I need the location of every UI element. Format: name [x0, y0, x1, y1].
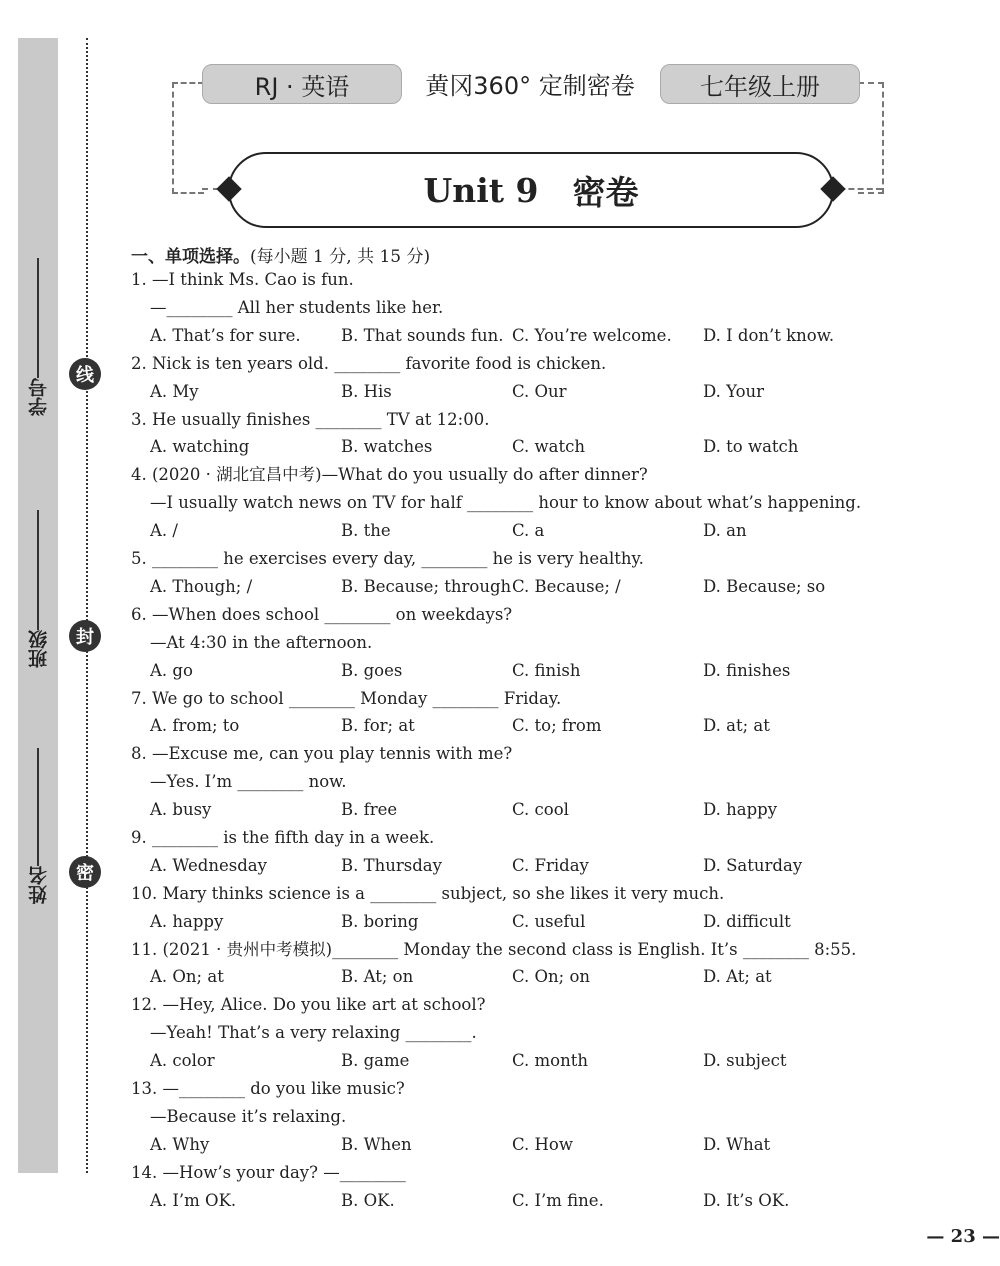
unit-banner — [228, 152, 834, 228]
student-id-label: 学号 — [27, 378, 50, 416]
question-item — [131, 824, 911, 880]
section-title: 一、单项选择。 — [131, 247, 250, 267]
option-d[interactable]: D. What — [703, 1134, 771, 1154]
question-item — [131, 880, 911, 936]
question-item — [131, 685, 911, 741]
option-a[interactable]: A. Why — [150, 1134, 210, 1154]
option-b[interactable]: B. His — [341, 381, 392, 401]
option-d[interactable]: D. Saturday — [703, 855, 803, 875]
question-stem: 1. —I think Ms. Cao is fun. — [131, 270, 354, 289]
option-a[interactable]: A. My — [150, 381, 199, 401]
option-a[interactable]: A. from; to — [150, 716, 240, 736]
question-line: —________ All her students like her. — [150, 297, 444, 317]
header-bracket-left — [172, 82, 204, 194]
subject-pill: RJ · 英语 — [202, 64, 402, 104]
question-options — [131, 378, 911, 406]
option-b[interactable]: B. That sounds fun. — [341, 325, 504, 345]
question-stem: 13. —________ do you like music? — [131, 1079, 405, 1099]
option-c[interactable]: C. Friday — [512, 855, 589, 875]
question-options — [131, 322, 911, 350]
option-d[interactable]: D. It’s OK. — [703, 1190, 790, 1210]
option-b[interactable]: B. for; at — [341, 716, 415, 736]
question-line: —Yeah! That’s a very relaxing ________. — [150, 1023, 477, 1043]
question-line: —At 4:30 in the afternoon. — [150, 632, 373, 652]
option-a[interactable]: A. I’m OK. — [150, 1190, 237, 1210]
option-c[interactable]: C. useful — [512, 911, 586, 931]
question-stem: 12. —Hey, Alice. Do you like art at school? — [131, 995, 486, 1015]
option-c[interactable]: C. I’m fine. — [512, 1190, 604, 1210]
question-options — [131, 1047, 911, 1075]
option-c[interactable]: C. Our — [512, 381, 567, 401]
option-d[interactable]: D. Because; so — [703, 576, 826, 596]
option-a[interactable]: A. color — [150, 1051, 215, 1071]
option-b[interactable]: B. boring — [341, 911, 419, 931]
question-item — [131, 461, 911, 545]
question-stem: 10. Mary thinks science is a ________ subject, so she likes it very much. — [131, 883, 725, 903]
option-c[interactable]: C. watch — [512, 437, 585, 457]
question-options — [131, 657, 911, 685]
question-item — [131, 350, 911, 406]
option-c[interactable]: C. finish — [512, 660, 581, 680]
option-c[interactable]: C. to; from — [512, 716, 602, 736]
question-stem: 4. (2020 · 湖北宜昌中考)—What do you usually do after dinner? — [131, 465, 648, 485]
option-a[interactable]: A. Though; / — [150, 576, 253, 596]
binding-dotted-line — [86, 38, 88, 1173]
unit-subtitle: 密卷 — [572, 172, 639, 212]
question-stem: 8. —Excuse me, can you play tennis with me? — [131, 744, 513, 764]
option-a[interactable]: A. happy — [150, 911, 224, 931]
question-stem: 7. We go to school ________ Monday ________ Friday. — [131, 688, 562, 708]
question-line: —I usually watch news on TV for half ________ hour to know about what’s happening. — [150, 493, 862, 513]
section-note: (每小题 1 分, 共 15 分) — [250, 247, 431, 267]
question-options — [131, 712, 911, 740]
question-options — [131, 796, 911, 824]
class-label: 班级 — [27, 630, 50, 668]
option-c[interactable]: C. On; on — [512, 967, 591, 987]
option-d[interactable]: D. an — [703, 521, 747, 541]
option-b[interactable]: B. When — [341, 1134, 412, 1154]
section-heading — [131, 242, 430, 267]
student-id-field — [22, 258, 54, 420]
option-a[interactable]: A. That’s for sure. — [150, 325, 301, 345]
question-item — [131, 1075, 911, 1159]
seal-seal: 封 — [69, 620, 101, 652]
question-options — [131, 852, 911, 880]
option-d[interactable]: D. finishes — [703, 660, 791, 680]
option-c[interactable]: C. a — [512, 521, 545, 541]
question-line: —Yes. I’m ________ now. — [150, 772, 347, 792]
question-stem: 11. (2021 · 贵州中考模拟)________ Monday the second class is English. It’s ________ 8:55. — [131, 939, 857, 959]
question-item — [131, 601, 911, 685]
series-title: 黄冈360° 定制密卷 — [425, 71, 635, 100]
question-options — [131, 908, 911, 936]
option-a[interactable]: A. go — [150, 660, 193, 680]
option-d[interactable]: D. subject — [703, 1051, 787, 1071]
option-b[interactable]: B. Because; through — [341, 576, 512, 596]
header-bracket-right — [858, 82, 884, 194]
question-item — [131, 1159, 911, 1215]
question-options — [131, 1131, 911, 1159]
option-c[interactable]: C. How — [512, 1134, 573, 1154]
option-d[interactable]: D. difficult — [703, 911, 791, 931]
option-d[interactable]: D. at; at — [703, 716, 770, 736]
question-options — [131, 963, 911, 991]
option-a[interactable]: A. watching — [150, 437, 250, 457]
question-stem: 5. ________ he exercises every day, ________ he is very healthy. — [131, 549, 644, 568]
question-options — [131, 573, 911, 601]
question-item — [131, 936, 911, 992]
option-d[interactable]: D. I don’t know. — [703, 325, 835, 345]
option-a[interactable]: A. busy — [150, 800, 212, 820]
option-b[interactable]: B. watches — [341, 437, 433, 457]
option-c[interactable]: C. You’re welcome. — [512, 325, 672, 345]
question-item — [131, 991, 911, 1075]
seal-secret: 密 — [69, 856, 101, 888]
option-d[interactable]: D. happy — [703, 800, 778, 820]
question-options — [131, 1187, 911, 1215]
option-c[interactable]: C. cool — [512, 800, 569, 820]
name-field — [22, 748, 54, 908]
option-b[interactable]: B. the — [341, 521, 391, 541]
option-b[interactable]: B. free — [341, 800, 398, 820]
option-d[interactable]: D. Your — [703, 381, 765, 401]
option-d[interactable]: D. At; at — [703, 967, 772, 987]
seal-line: 线 — [69, 358, 101, 390]
option-b[interactable]: B. Thursday — [341, 855, 442, 875]
question-line: —Because it’s relaxing. — [150, 1106, 347, 1126]
option-b[interactable]: B. game — [341, 1051, 410, 1071]
option-b[interactable]: B. OK. — [341, 1190, 395, 1210]
question-stem: 2. Nick is ten years old. ________ favorite food is chicken. — [131, 353, 607, 373]
option-a[interactable]: A. On; at — [150, 967, 224, 987]
question-stem: 3. He usually finishes ________ TV at 12:00. — [131, 409, 490, 429]
option-d[interactable]: D. to watch — [703, 437, 799, 457]
page-number: — 23 — — [926, 1226, 1000, 1247]
name-label: 姓名 — [27, 866, 50, 904]
question-item — [131, 740, 911, 824]
question-options — [131, 517, 911, 545]
unit-title: Unit 9 — [423, 170, 539, 210]
option-b[interactable]: B. At; on — [341, 967, 414, 987]
question-stem: 6. —When does school ________ on weekdays? — [131, 604, 513, 624]
question-item — [131, 266, 911, 350]
option-c[interactable]: C. Because; / — [512, 576, 621, 596]
question-item — [131, 545, 911, 601]
question-item — [131, 406, 911, 462]
option-b[interactable]: B. goes — [341, 660, 403, 680]
question-options — [131, 433, 911, 461]
option-a[interactable]: A. / — [150, 521, 178, 541]
grade-pill: 七年级上册 — [660, 64, 860, 104]
option-c[interactable]: C. month — [512, 1051, 588, 1071]
class-field — [22, 510, 54, 672]
question-stem: 9. ________ is the fifth day in a week. — [131, 828, 435, 847]
question-stem: 14. —How’s your day? —________ — [131, 1162, 406, 1182]
option-a[interactable]: A. Wednesday — [150, 855, 267, 875]
